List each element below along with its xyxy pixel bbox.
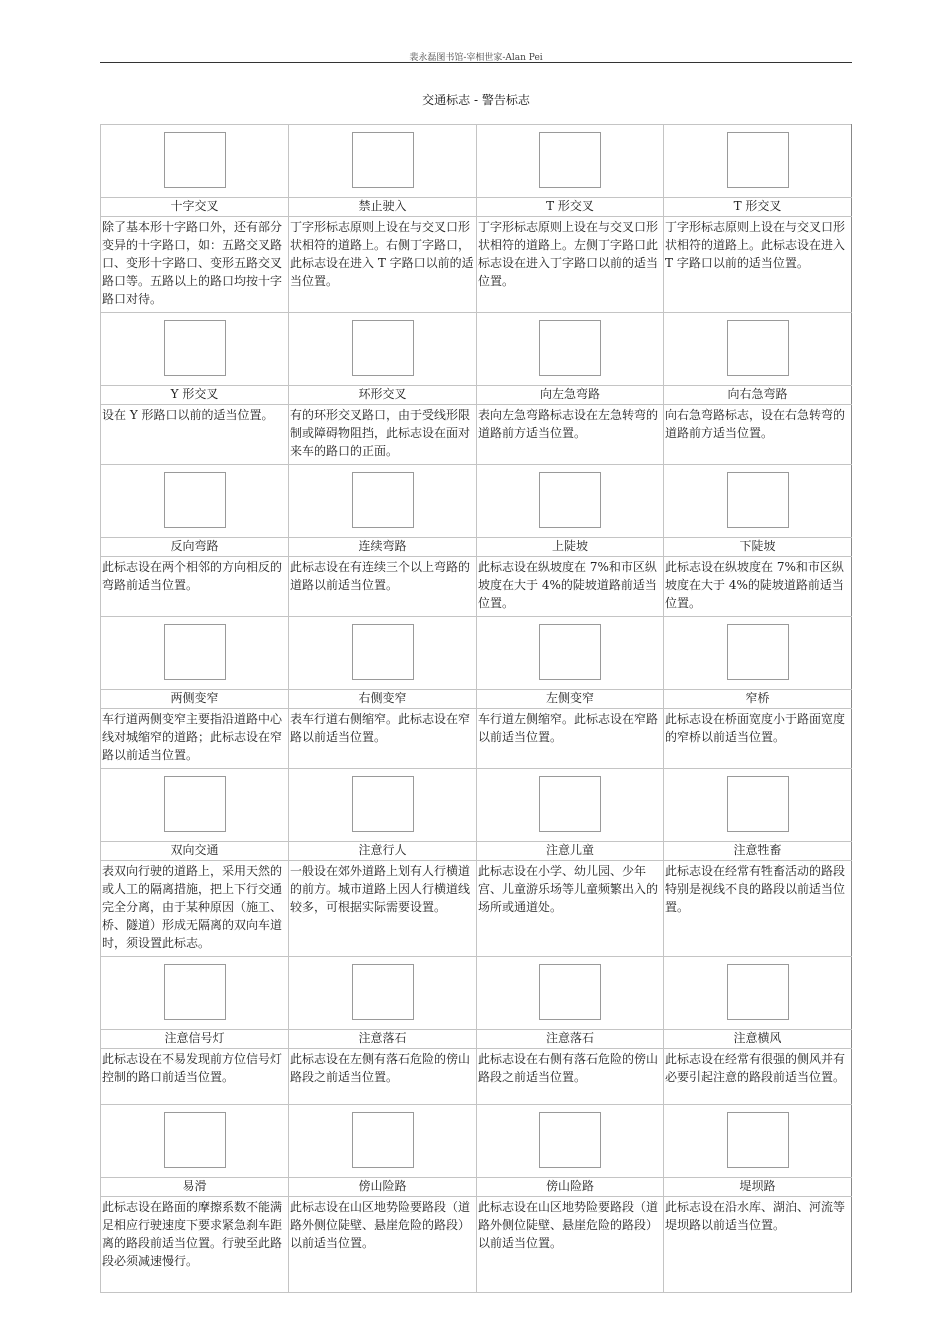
sign-image-placeholder (352, 776, 414, 832)
sign-image-row (101, 465, 852, 538)
sign-description: 一般设在郊外道路上划有人行横道的前方。城市道路上因人行横道线较多，可根据实际需要设置。 (289, 861, 477, 957)
sign-name: 注意横风 (664, 1030, 852, 1049)
sign-description-row (101, 861, 852, 957)
sign-description: 表向左急弯路标志设在左急转弯的道路前方适当位置。 (477, 405, 664, 465)
sign-name: 下陡坡 (664, 538, 852, 557)
sign-name: 两侧变窄 (101, 690, 289, 709)
sign-name: 禁止驶入 (289, 198, 477, 217)
sign-description: 此标志设在有连续三个以上弯路的道路以前适当位置。 (289, 557, 477, 617)
sign-image-cell (101, 617, 289, 690)
sign-image-cell (477, 957, 664, 1030)
sign-image-placeholder (164, 1112, 226, 1168)
sign-description: 此标志设在经常有很强的侧风并有必要引起注意的路段前适当位置。 (664, 1049, 852, 1105)
sign-image-placeholder (727, 776, 789, 832)
sign-name: 注意落石 (477, 1030, 664, 1049)
sign-image-placeholder (727, 472, 789, 528)
sign-image-cell (477, 125, 664, 198)
sign-image-cell (289, 313, 477, 386)
sign-description: 此标志设在小学、幼儿园、少年宫、儿童游乐场等儿童频繁出入的场所或通道处。 (477, 861, 664, 957)
sign-image-placeholder (164, 964, 226, 1020)
sign-name: 向左急弯路 (477, 386, 664, 405)
sign-image-cell (664, 313, 852, 386)
sign-name: 易滑 (101, 1178, 289, 1197)
sign-image-cell (289, 957, 477, 1030)
sign-description-row (101, 709, 852, 769)
sign-name: 上陡坡 (477, 538, 664, 557)
sign-image-cell (289, 1105, 477, 1178)
sign-description: 此标志设在纵坡度在 7%和市区纵坡度在大于 4%的陡坡道路前适当位置。 (664, 557, 852, 617)
sign-name: 环形交叉 (289, 386, 477, 405)
sign-image-placeholder (164, 132, 226, 188)
sign-image-cell (289, 617, 477, 690)
sign-image-cell (664, 125, 852, 198)
page-header: 裴永磊图书馆-宰相世家-Alan Pei (409, 53, 543, 63)
sign-description: 此标志设在右侧有落石危险的傍山路段之前适当位置。 (477, 1049, 664, 1105)
sign-image-cell (101, 313, 289, 386)
sign-image-placeholder (539, 320, 601, 376)
sign-name-row (101, 842, 852, 861)
sign-image-cell (101, 769, 289, 842)
sign-description: 表车行道右侧缩窄。此标志设在窄路以前适当位置。 (289, 709, 477, 769)
sign-name: 十字交叉 (101, 198, 289, 217)
sign-name: 注意牲畜 (664, 842, 852, 861)
sign-image-cell (664, 465, 852, 538)
sign-image-cell (101, 957, 289, 1030)
sign-image-cell (101, 1105, 289, 1178)
sign-name: 注意儿童 (477, 842, 664, 861)
sign-name: 右侧变窄 (289, 690, 477, 709)
sign-name: Y 形交叉 (101, 386, 289, 405)
sign-image-placeholder (539, 1112, 601, 1168)
sign-image-placeholder (539, 472, 601, 528)
sign-name-row (101, 1030, 852, 1049)
sign-description: 丁字形标志原则上设在与交叉口形状相符的道路上。此标志设在进入 T 字路口以前的适当位置。 (664, 217, 852, 313)
sign-name: T 形交叉 (664, 198, 852, 217)
sign-image-placeholder (352, 472, 414, 528)
sign-image-cell (664, 957, 852, 1030)
sign-image-placeholder (352, 1112, 414, 1168)
sign-image-row (101, 957, 852, 1030)
sign-image-placeholder (727, 320, 789, 376)
sign-image-cell (289, 125, 477, 198)
sign-description: 此标志设在纵坡度在 7%和市区纵坡度在大于 4%的陡坡道路前适当位置。 (477, 557, 664, 617)
sign-description: 车行道左侧缩窄。此标志设在窄路以前适当位置。 (477, 709, 664, 769)
sign-image-cell (664, 769, 852, 842)
warning-sign-table-body (101, 125, 852, 1293)
sign-image-placeholder (539, 132, 601, 188)
sign-name: 窄桥 (664, 690, 852, 709)
sign-name: 连续弯路 (289, 538, 477, 557)
sign-description-row (101, 1197, 852, 1293)
sign-image-placeholder (164, 472, 226, 528)
sign-name: T 形交叉 (477, 198, 664, 217)
sign-image-row (101, 313, 852, 386)
sign-name: 向右急弯路 (664, 386, 852, 405)
sign-image-placeholder (164, 320, 226, 376)
sign-image-cell (101, 465, 289, 538)
sign-image-placeholder (539, 964, 601, 1020)
sign-image-row (101, 125, 852, 198)
sign-description: 此标志设在路面的摩擦系数不能满足相应行驶速度下要求紧急刹车距离的路段前适当位置。行驶至此路段必须减速慢行。 (101, 1197, 289, 1293)
sign-image-row (101, 769, 852, 842)
sign-name: 注意落石 (289, 1030, 477, 1049)
sign-name: 傍山险路 (289, 1178, 477, 1197)
sign-image-cell (477, 1105, 664, 1178)
header-rule (100, 62, 852, 63)
sign-image-row (101, 1105, 852, 1178)
sign-name: 双向交通 (101, 842, 289, 861)
sign-image-placeholder (352, 320, 414, 376)
document-title: 交通标志 - 警告标志 (422, 93, 530, 107)
sign-description-row (101, 405, 852, 465)
sign-image-placeholder (727, 964, 789, 1020)
sign-name: 注意信号灯 (101, 1030, 289, 1049)
sign-name: 左侧变窄 (477, 690, 664, 709)
sign-name: 反向弯路 (101, 538, 289, 557)
sign-description-row (101, 217, 852, 313)
sign-description: 设在 Y 形路口以前的适当位置。 (101, 405, 289, 465)
sign-image-placeholder (164, 624, 226, 680)
sign-description-row (101, 1049, 852, 1105)
sign-image-placeholder (352, 132, 414, 188)
sign-image-placeholder (164, 776, 226, 832)
sign-image-cell (477, 465, 664, 538)
sign-image-placeholder (727, 624, 789, 680)
sign-name-row (101, 690, 852, 709)
sign-name-row (101, 1178, 852, 1197)
sign-description: 向右急弯路标志，设在右急转弯的道路前方适当位置。 (664, 405, 852, 465)
sign-description: 有的环形交叉路口，由于受线形限制或障碍物阻挡，此标志设在面对来车的路口的正面。 (289, 405, 477, 465)
sign-image-cell (477, 769, 664, 842)
sign-description: 车行道两侧变窄主要指沿道路中心线对城缩窄的道路；此标志设在窄路以前适当位置。 (101, 709, 289, 769)
sign-description: 此标志设在山区地势险要路段（道路外侧位陡壁、悬崖危险的路段）以前适当位置。 (289, 1197, 477, 1293)
sign-image-cell (289, 465, 477, 538)
sign-image-cell (477, 313, 664, 386)
sign-image-cell (664, 617, 852, 690)
sign-description: 此标志设在两个相邻的方向相反的弯路前适当位置。 (101, 557, 289, 617)
sign-description: 丁字形标志原则上设在与交叉口形状相符的道路上。左侧丁字路口此标志设在进入丁字路口以前的适当位置。 (477, 217, 664, 313)
sign-description: 丁字形标志原则上设在与交叉口形状相符的道路上。右侧丁字路口，此标志设在进入 T 字路口以前的适当位置。 (289, 217, 477, 313)
sign-description: 此标志设在不易发现前方位信号灯控制的路口前适当位置。 (101, 1049, 289, 1105)
sign-name: 注意行人 (289, 842, 477, 861)
sign-image-placeholder (352, 624, 414, 680)
sign-description: 除了基本形十字路口外，还有部分变异的十字路口，如：五路交叉路口、变形十字路口、变形五路交叉路口等。五路以上的路口均按十字路口对待。 (101, 217, 289, 313)
sign-image-cell (664, 1105, 852, 1178)
sign-image-cell (101, 125, 289, 198)
sign-description: 此标志设在沿水库、湖泊、河流等堤坝路以前适当位置。 (664, 1197, 852, 1293)
sign-image-row (101, 617, 852, 690)
sign-description: 此标志设在左侧有落石危险的傍山路段之前适当位置。 (289, 1049, 477, 1105)
sign-description: 此标志设在山区地势险要路段（道路外侧位陡壁、悬崖危险的路段）以前适当位置。 (477, 1197, 664, 1293)
sign-name: 堤坝路 (664, 1178, 852, 1197)
sign-name-row (101, 386, 852, 405)
sign-image-placeholder (539, 776, 601, 832)
sign-description: 此标志设在经常有牲畜活动的路段特别是视线不良的路段以前适当位置。 (664, 861, 852, 957)
warning-sign-table (100, 124, 852, 1293)
sign-description: 此标志设在桥面宽度小于路面宽度的窄桥以前适当位置。 (664, 709, 852, 769)
sign-image-placeholder (539, 624, 601, 680)
sign-image-cell (289, 769, 477, 842)
sign-name-row (101, 538, 852, 557)
sign-description: 表双向行驶的道路上，采用天然的或人工的隔离措施，把上下行交通完全分离，由于某种原因（施工、桥、隧道）形成无隔离的双向车道时，须设置此标志。 (101, 861, 289, 957)
sign-name: 傍山险路 (477, 1178, 664, 1197)
sign-description-row (101, 557, 852, 617)
sign-image-cell (477, 617, 664, 690)
sign-image-placeholder (727, 132, 789, 188)
sign-name-row (101, 198, 852, 217)
sign-image-placeholder (727, 1112, 789, 1168)
sign-image-placeholder (352, 964, 414, 1020)
